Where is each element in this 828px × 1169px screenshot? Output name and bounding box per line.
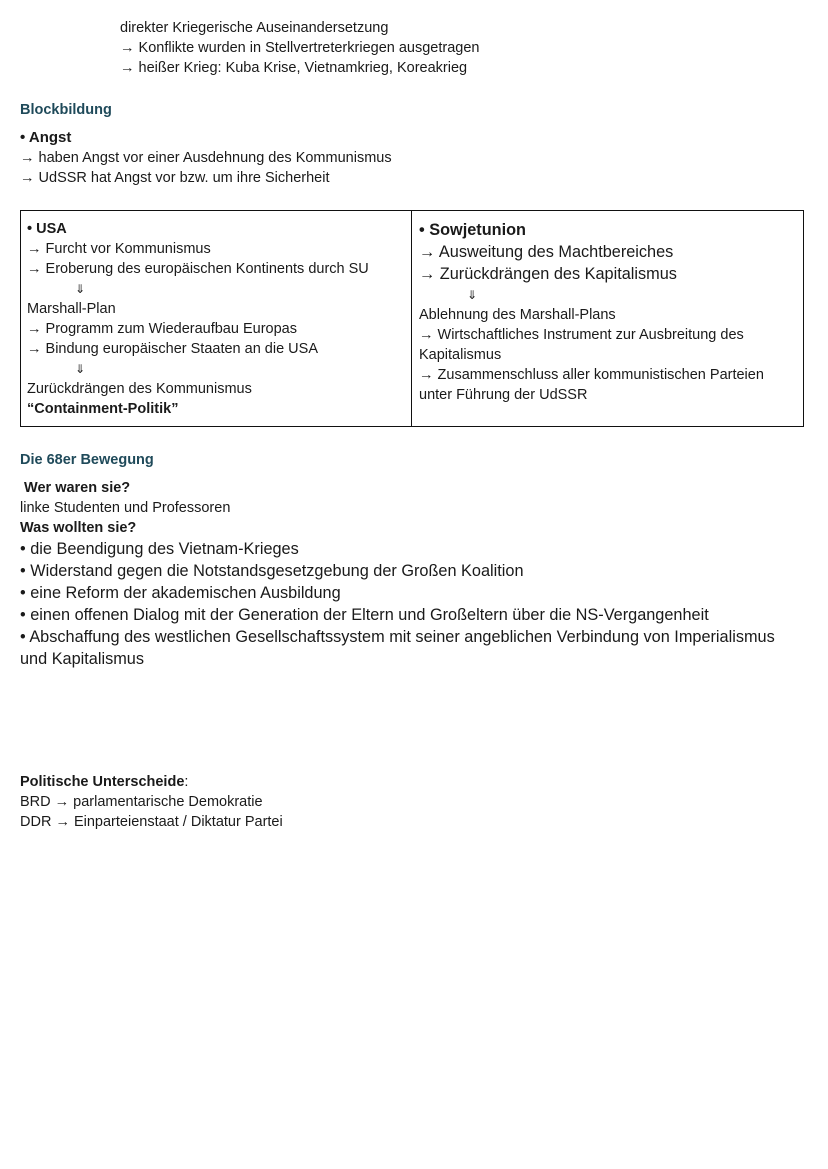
usa-down-arrow-1: ⇓	[75, 282, 86, 296]
comparison-table	[20, 210, 804, 427]
su-line-4b: Kapitalismus	[419, 347, 502, 363]
list-item: • Abschaffung des westlichen Gesellschaftssystem mit seiner angeblichen Verbindung von Imperialismus	[20, 628, 775, 646]
politik-brd: BRD → parlamentarische Demokratie	[20, 794, 263, 810]
politik-heading-line	[20, 772, 283, 792]
list-item-continuation: und Kapitalismus	[20, 650, 144, 668]
usa-down-arrow-2: ⇓	[75, 362, 86, 376]
bewegung-heading: Die 68er Bewegung	[20, 452, 154, 468]
angst-line-2: → UdSSR hat Angst vor bzw. um ihre Sicherheit	[20, 170, 330, 186]
usa-line-5: Zurückdrängen des Kommunismus	[27, 381, 252, 397]
list-item: • einen offenen Dialog mit der Generation der Eltern und Großeltern über die NS-Vergangenheit	[20, 606, 709, 624]
angst-block	[20, 128, 392, 188]
usa-line-3: → Programm zum Wiederaufbau Europas	[27, 321, 297, 337]
question-what: Was wollten sie?	[20, 520, 137, 536]
su-line-3: Ablehnung des Marshall-Plans	[419, 307, 616, 323]
answer-who: linke Studenten und Professoren	[20, 500, 231, 516]
politik-ddr: DDR → Einparteienstaat / Diktatur Partei	[20, 814, 283, 830]
intro-line-2: → Konflikte wurden in Stellvertreterkriegen ausgetragen	[120, 40, 480, 56]
usa-containment: “Containment-Politik”	[27, 401, 179, 417]
su-line-5b: unter Führung der UdSSR	[419, 387, 588, 403]
su-down-arrow: ⇓	[467, 288, 478, 302]
politik-heading: Politische Unterscheide	[20, 774, 185, 790]
blockbildung-heading: Blockbildung	[20, 102, 112, 118]
intro-block	[120, 18, 479, 78]
list-item: • die Beendigung des Vietnam-Krieges	[20, 540, 299, 558]
su-line-2: → Zurückdrängen des Kapitalismus	[419, 265, 677, 283]
list-item: • eine Reform der akademischen Ausbildung	[20, 584, 341, 602]
list-item: • Widerstand gegen die Notstandsgesetzgebung der Großen Koalition	[20, 562, 524, 580]
angst-line-1: → haben Angst vor einer Ausdehnung des Kommunismus	[20, 150, 392, 166]
intro-line-1: direkter Kriegerische Auseinandersetzung	[120, 20, 389, 36]
intro-line-3: → heißer Krieg: Kuba Krise, Vietnamkrieg, Koreakrieg	[120, 60, 468, 76]
su-title: • Sowjetunion	[419, 221, 526, 239]
usa-line-4: → Bindung europäischer Staaten an die USA	[27, 341, 318, 357]
angst-label: • Angst	[20, 129, 72, 146]
sowjetunion-column	[412, 211, 803, 426]
usa-line-1: → Furcht vor Kommunismus	[27, 241, 211, 257]
usa-title: • USA	[27, 221, 67, 237]
su-line-1: → Ausweitung des Machtbereiches	[419, 243, 674, 261]
su-line-4: → Wirtschaftliches Instrument zur Ausbreitung des	[419, 327, 744, 343]
usa-marshall: Marshall-Plan	[27, 301, 116, 317]
politik-colon: :	[184, 774, 189, 790]
usa-column	[21, 211, 412, 426]
question-who: Wer waren sie?	[20, 480, 131, 496]
politik-block	[20, 772, 283, 832]
usa-line-2: → Eroberung des europäischen Kontinents durch SU	[27, 261, 369, 277]
bewegung-block	[20, 478, 775, 670]
su-line-5: → Zusammenschluss aller kommunistischen Parteien	[419, 367, 764, 383]
